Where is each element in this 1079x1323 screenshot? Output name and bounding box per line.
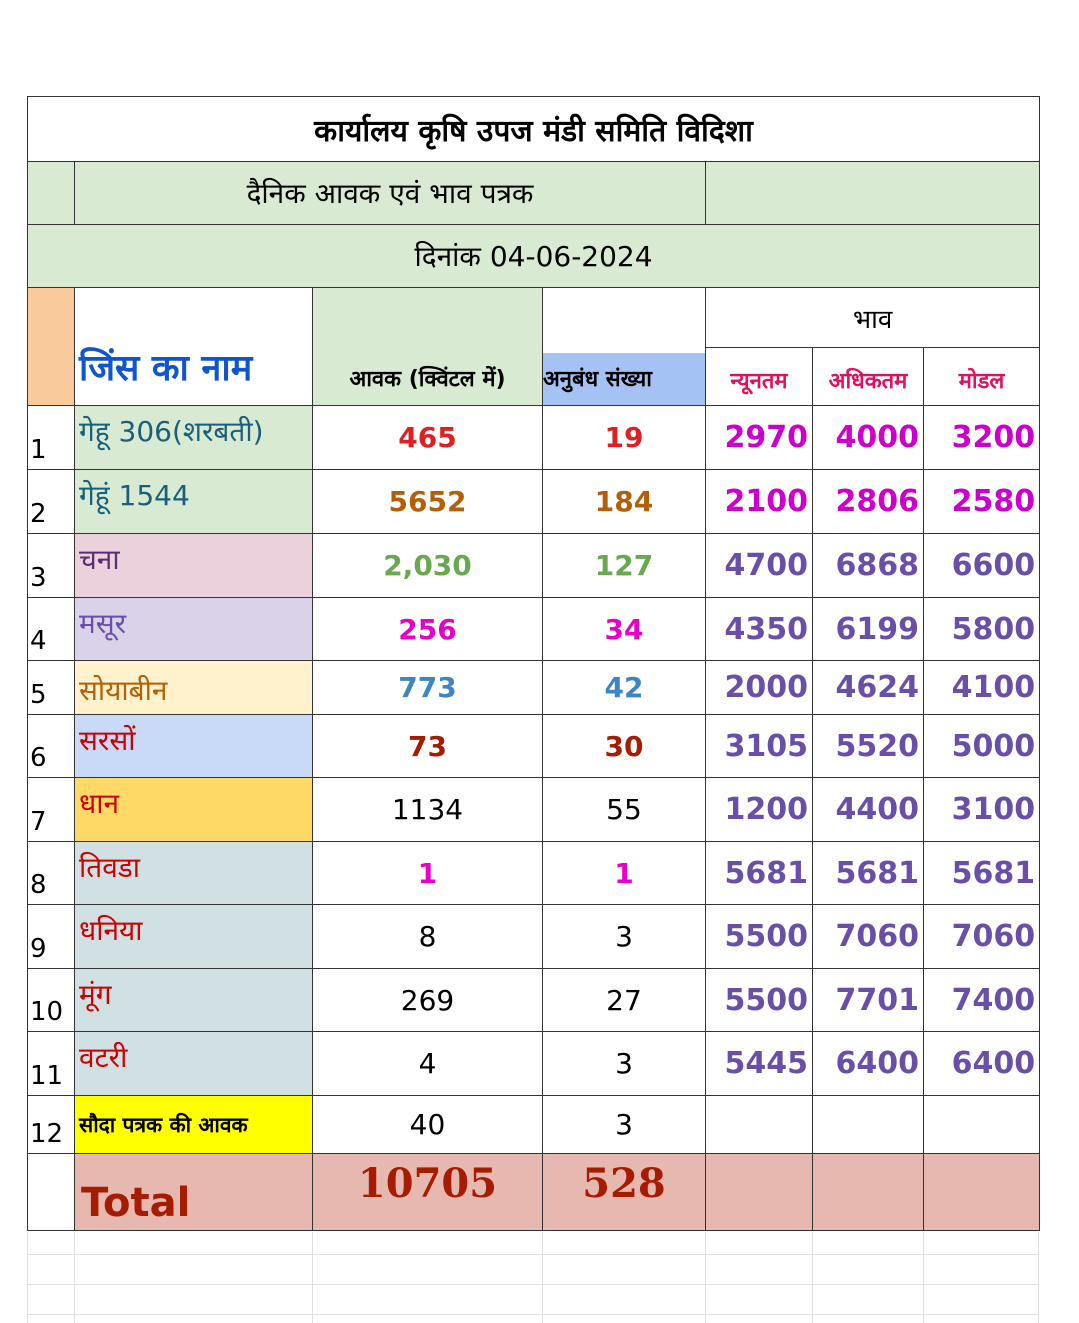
grid-line bbox=[312, 1232, 313, 1323]
min-price: 4700 bbox=[706, 534, 813, 598]
table-row bbox=[28, 1032, 1040, 1096]
row-number: 12 bbox=[28, 1096, 75, 1154]
total-row bbox=[28, 1154, 1040, 1231]
grid-line bbox=[27, 1314, 1039, 1315]
row-number: 7 bbox=[28, 778, 75, 842]
min-price: 5500 bbox=[706, 969, 813, 1032]
commodity-name: सरसों bbox=[75, 715, 313, 778]
min-price-header: न्यूनतम bbox=[706, 348, 813, 406]
min-price: 2100 bbox=[706, 470, 813, 534]
page-title: कार्यालय कृषि उपज मंडी समिति विदिशा bbox=[28, 97, 1040, 162]
arrival-value: 773 bbox=[313, 661, 543, 715]
grid-line bbox=[27, 1232, 28, 1323]
table-row bbox=[28, 842, 1040, 905]
min-price: 1200 bbox=[706, 778, 813, 842]
row-number: 9 bbox=[28, 905, 75, 969]
table-row bbox=[28, 969, 1040, 1032]
max-price: 7701 bbox=[813, 969, 924, 1032]
commodity-name: मसूर bbox=[75, 598, 313, 661]
modal-price: 4100 bbox=[924, 661, 1040, 715]
contracts-header bbox=[543, 288, 706, 406]
grid-line bbox=[1038, 1232, 1039, 1323]
contracts-value: 3 bbox=[543, 1096, 706, 1154]
modal-price-header: मोडल bbox=[924, 348, 1040, 406]
contracts-value: 34 bbox=[543, 598, 706, 661]
contracts-value: 127 bbox=[543, 534, 706, 598]
arrival-value: 73 bbox=[313, 715, 543, 778]
max-price: 5520 bbox=[813, 715, 924, 778]
commodity-name: तिवडा bbox=[75, 842, 313, 905]
contracts-value: 3 bbox=[543, 905, 706, 969]
grid-line bbox=[27, 1284, 1039, 1285]
table-row bbox=[28, 661, 1040, 715]
commodity-name: सोयाबीन bbox=[75, 661, 313, 715]
max-price: 4624 bbox=[813, 661, 924, 715]
total-modal-blank bbox=[924, 1154, 1040, 1231]
arrival-value: 40 bbox=[313, 1096, 543, 1154]
max-price bbox=[813, 1096, 924, 1154]
contracts-value: 184 bbox=[543, 470, 706, 534]
total-spacer bbox=[28, 1154, 75, 1231]
title-row bbox=[28, 97, 1040, 162]
table-row bbox=[28, 406, 1040, 470]
arrival-value: 5652 bbox=[313, 470, 543, 534]
rate-sheet bbox=[27, 96, 1039, 1231]
table-row bbox=[28, 905, 1040, 969]
min-price: 2970 bbox=[706, 406, 813, 470]
commodity-header: जिंस का नाम bbox=[75, 288, 313, 406]
grid-line bbox=[27, 1254, 1039, 1255]
modal-price: 2580 bbox=[924, 470, 1040, 534]
empty-grid bbox=[27, 1232, 1039, 1323]
commodity-name: चना bbox=[75, 534, 313, 598]
price-group-header: भाव bbox=[706, 288, 1040, 348]
arrival-value: 256 bbox=[313, 598, 543, 661]
modal-price: 7060 bbox=[924, 905, 1040, 969]
total-min-blank bbox=[706, 1154, 813, 1231]
row-number: 11 bbox=[28, 1032, 75, 1096]
table-row bbox=[28, 470, 1040, 534]
subtitle-spacer bbox=[28, 162, 75, 225]
arrival-value: 4 bbox=[313, 1032, 543, 1096]
contracts-value: 27 bbox=[543, 969, 706, 1032]
contracts-value: 55 bbox=[543, 778, 706, 842]
arrival-header: आवक (क्विंटल में) bbox=[313, 288, 543, 406]
min-price: 4350 bbox=[706, 598, 813, 661]
max-price: 6868 bbox=[813, 534, 924, 598]
date-row bbox=[28, 225, 1040, 288]
report-date: दिनांक 04-06-2024 bbox=[28, 225, 1040, 288]
min-price: 5681 bbox=[706, 842, 813, 905]
contracts-value: 42 bbox=[543, 661, 706, 715]
row-number: 6 bbox=[28, 715, 75, 778]
row-number: 5 bbox=[28, 661, 75, 715]
commodity-name: मूंग bbox=[75, 969, 313, 1032]
commodity-name: गेहूं 1544 bbox=[75, 470, 313, 534]
commodity-name: वटरी bbox=[75, 1032, 313, 1096]
rate-table bbox=[27, 96, 1040, 1231]
row-number: 3 bbox=[28, 534, 75, 598]
min-price: 5445 bbox=[706, 1032, 813, 1096]
max-price: 6199 bbox=[813, 598, 924, 661]
min-price: 5500 bbox=[706, 905, 813, 969]
modal-price: 6400 bbox=[924, 1032, 1040, 1096]
arrival-value: 269 bbox=[313, 969, 543, 1032]
commodity-name: सौदा पत्रक की आवक bbox=[75, 1096, 313, 1154]
min-price: 3105 bbox=[706, 715, 813, 778]
total-max-blank bbox=[813, 1154, 924, 1231]
modal-price: 3200 bbox=[924, 406, 1040, 470]
page-subtitle: दैनिक आवक एवं भाव पत्रक bbox=[75, 162, 706, 225]
row-number: 4 bbox=[28, 598, 75, 661]
row-number: 8 bbox=[28, 842, 75, 905]
min-price: 2000 bbox=[706, 661, 813, 715]
max-price: 4000 bbox=[813, 406, 924, 470]
arrival-value: 8 bbox=[313, 905, 543, 969]
contracts-value: 30 bbox=[543, 715, 706, 778]
total-contracts: 528 bbox=[543, 1154, 706, 1231]
sn-header bbox=[28, 288, 75, 406]
min-price bbox=[706, 1096, 813, 1154]
commodity-name: गेहू 306(शरबती) bbox=[75, 406, 313, 470]
contracts-value: 19 bbox=[543, 406, 706, 470]
arrival-value: 2,030 bbox=[313, 534, 543, 598]
modal-price: 5000 bbox=[924, 715, 1040, 778]
arrival-value: 465 bbox=[313, 406, 543, 470]
modal-price: 7400 bbox=[924, 969, 1040, 1032]
table-row bbox=[28, 1096, 1040, 1154]
grid-line bbox=[923, 1232, 924, 1323]
grid-line bbox=[74, 1232, 75, 1323]
total-arrival: 10705 bbox=[313, 1154, 543, 1231]
commodity-name: धान bbox=[75, 778, 313, 842]
max-price-header: अधिकतम bbox=[813, 348, 924, 406]
modal-price: 5681 bbox=[924, 842, 1040, 905]
row-number: 2 bbox=[28, 470, 75, 534]
subtitle-row bbox=[28, 162, 1040, 225]
table-row bbox=[28, 715, 1040, 778]
total-label: Total bbox=[75, 1154, 313, 1231]
modal-price: 5800 bbox=[924, 598, 1040, 661]
max-price: 4400 bbox=[813, 778, 924, 842]
row-number: 10 bbox=[28, 969, 75, 1032]
max-price: 2806 bbox=[813, 470, 924, 534]
table-row bbox=[28, 598, 1040, 661]
grid-line bbox=[542, 1232, 543, 1323]
modal-price: 6600 bbox=[924, 534, 1040, 598]
contracts-header-label: अनुबंध संख्या bbox=[543, 353, 705, 405]
grid-line bbox=[705, 1232, 706, 1323]
table-row bbox=[28, 778, 1040, 842]
modal-price bbox=[924, 1096, 1040, 1154]
contracts-value: 1 bbox=[543, 842, 706, 905]
header-row-1 bbox=[28, 288, 1040, 348]
subtitle-blank bbox=[706, 162, 1040, 225]
table-row bbox=[28, 534, 1040, 598]
arrival-value: 1134 bbox=[313, 778, 543, 842]
commodity-name: धनिया bbox=[75, 905, 313, 969]
max-price: 5681 bbox=[813, 842, 924, 905]
grid-line bbox=[812, 1232, 813, 1323]
contracts-value: 3 bbox=[543, 1032, 706, 1096]
max-price: 7060 bbox=[813, 905, 924, 969]
modal-price: 3100 bbox=[924, 778, 1040, 842]
row-number: 1 bbox=[28, 406, 75, 470]
arrival-value: 1 bbox=[313, 842, 543, 905]
max-price: 6400 bbox=[813, 1032, 924, 1096]
